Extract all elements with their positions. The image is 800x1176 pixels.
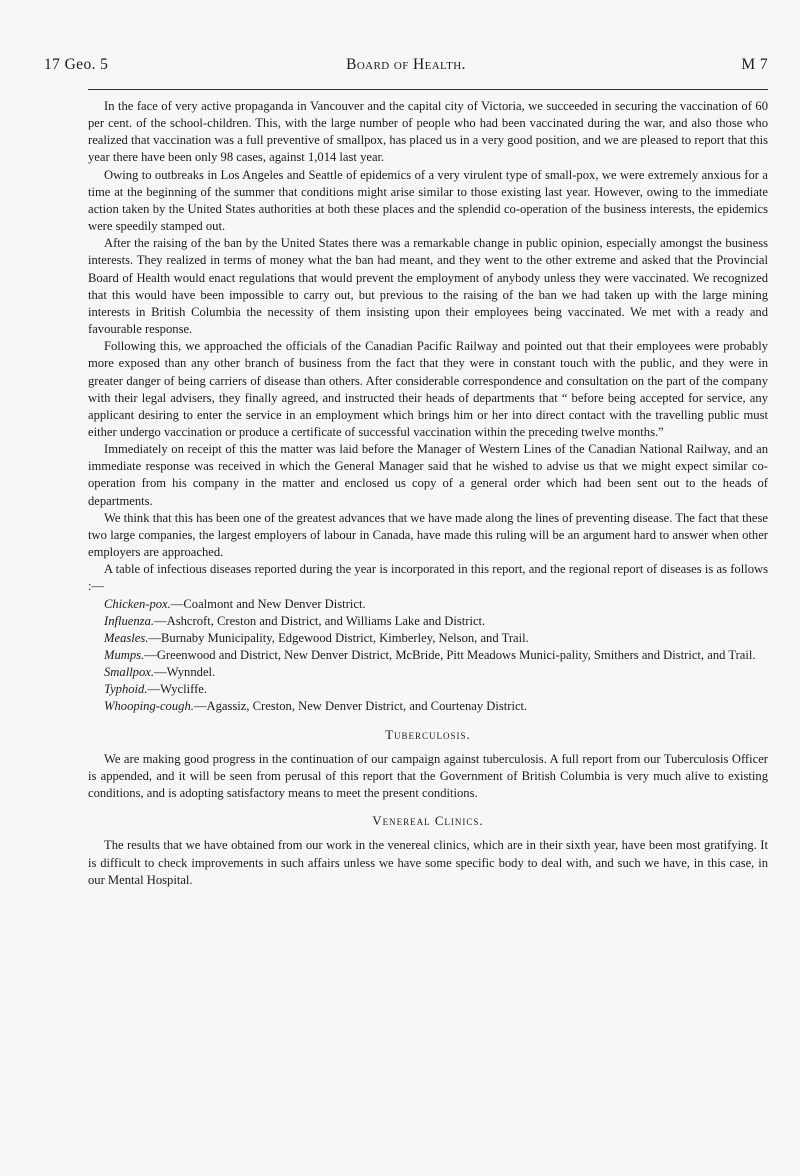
disease-places: —Agassiz, Creston, New Denver District, and Courtenay District.	[193, 699, 528, 714]
paragraph-tuberculosis: We are making good progress in the continuation of our campaign against tuberculosis. A full report from our Tuberculosis Officer is appended, and it will be seen from perusal of this report that the Government of British Columbia is very much alive to existing conditions, and is adopting satisfactory means to meet the present conditions.	[88, 751, 768, 801]
paragraph-advances: We think that this has been one of the greatest advances that we have made along the lines of preventing disease. The fact that these two large companies, the largest employers of labour in Canada, have made this ruling will be an argument hard to answer when other employers are approached.	[88, 510, 768, 560]
disease-name: Whooping-cough.	[104, 699, 194, 714]
disease-name: Influenza.	[104, 613, 155, 628]
header-page-number: M 7	[741, 56, 768, 73]
paragraph-cpr: Following this, we approached the officials of the Canadian Pacific Railway and pointed out that their employees were probably more exposed than any other branch of business from the fact that they were in constant touch with the public, and they were in greater danger of being carriers of disease than others. After considerable correspondence and consultation on the part of the company with their legal advisers, they finally agreed, and instructed their heads of departments that “ before being accepted for service, any applicant desiring to enter the service in an employment which brings him or her into direct contact with the travelling public must either undergo vaccination or produce a certificate of successful vaccination within the preceding twelve months.”	[88, 339, 768, 439]
disease-entry	[88, 681, 768, 698]
disease-places: —Coalmont and New Denver District.	[170, 596, 366, 611]
running-header	[44, 56, 768, 78]
disease-places: —Greenwood and District, New Denver District, McBride, Pitt Meadows Munici-pality, Smithers and District, and Trail.	[144, 648, 756, 662]
disease-name: Chicken-pox.	[104, 596, 171, 611]
paragraph-cnr: Immediately on receipt of this the matter was laid before the Manager of Western Lines of the Canadian National Railway, and an immediate response was received in which the General Manager said that he wished to advise us that we might expect similar co-operation from his company in the matter and enclosed us copy of a general order which had been sent out to the heads of departments.	[88, 442, 768, 508]
disease-places: —Burnaby Municipality, Edgewood District, Kimberley, Nelson, and Trail.	[148, 630, 529, 645]
header-title: Board of Health.	[346, 56, 466, 73]
header-rule	[88, 89, 768, 90]
disease-entry	[88, 698, 768, 715]
paragraph-outbreaks: Owing to outbreaks in Los Angeles and Seattle of epidemics of a very virulent type of small-pox, we were extremely anxious for a time at the beginning of the summer that conditions might arise similar to those existing last year. However, owing to the immediate action taken by the United States authorities at both these places and the splendid co-operation of the business interests, the epidemics were speedily stamped out.	[88, 167, 768, 234]
disease-places: —Wycliffe.	[147, 682, 208, 697]
disease-name: Smallpox.	[104, 665, 155, 680]
paragraph-table-intro: A table of infectious diseases reported during the year is incorporated in this report, and the regional report of diseases is as follows :—	[88, 562, 768, 594]
disease-entry	[88, 647, 768, 664]
disease-places: —Wynndel.	[154, 665, 216, 680]
disease-name: Measles.	[104, 630, 149, 645]
section-heading-venereal-clinics: Venereal Clinics.	[372, 814, 484, 829]
disease-entry	[88, 664, 768, 681]
paragraph-venereal-clinics: The results that we have obtained from our work in the venereal clinics, which are in their sixth year, have been most gratifying. It is difficult to check improvements in such affairs unless we have some specific body to deal with, and such we have, in this case, in our Mental Hospital.	[88, 838, 768, 887]
disease-name: Typhoid.	[104, 682, 148, 697]
paragraph-ban-raised: After the raising of the ban by the United States there was a remarkable change in public opinion, especially amongst the business interests. They realized in terms of money what the ban had meant, and they went to the other extreme and asked that the Provincial Board of Health would enact regulations that would prevent the employment of anybody unless they were vaccinated. We recognized that this would have been impossible to carry out, but previous to the raising of the ban we had taken up with the large mining interests in British Columbia the necessity of them insisting upon their employees being vaccinated. We met with a ready and favourable response.	[88, 236, 768, 337]
section-heading-tuberculosis: Tuberculosis.	[385, 727, 471, 742]
body-text	[88, 98, 768, 889]
paragraph-vaccination: In the face of very active propaganda in Vancouver and the capital city of Victoria, we succeeded in securing the vaccination of 60 per cent. of the school-children. This, with the large number of people who had been vaccinated during the war, and also those who realized that vaccination was a full preventive of smallpox, has placed us in a very good position, and we are pleased to report that this year there have been only 98 cases, against 1,014 last year.	[88, 99, 768, 165]
disease-entry	[88, 613, 768, 630]
header-regnal-year: 17 Geo. 5	[44, 56, 109, 73]
disease-places: —Ashcroft, Creston and District, and Williams Lake and District.	[154, 613, 486, 628]
disease-name: Mumps.	[104, 648, 145, 662]
disease-entry	[88, 596, 768, 613]
disease-entry	[88, 630, 768, 647]
